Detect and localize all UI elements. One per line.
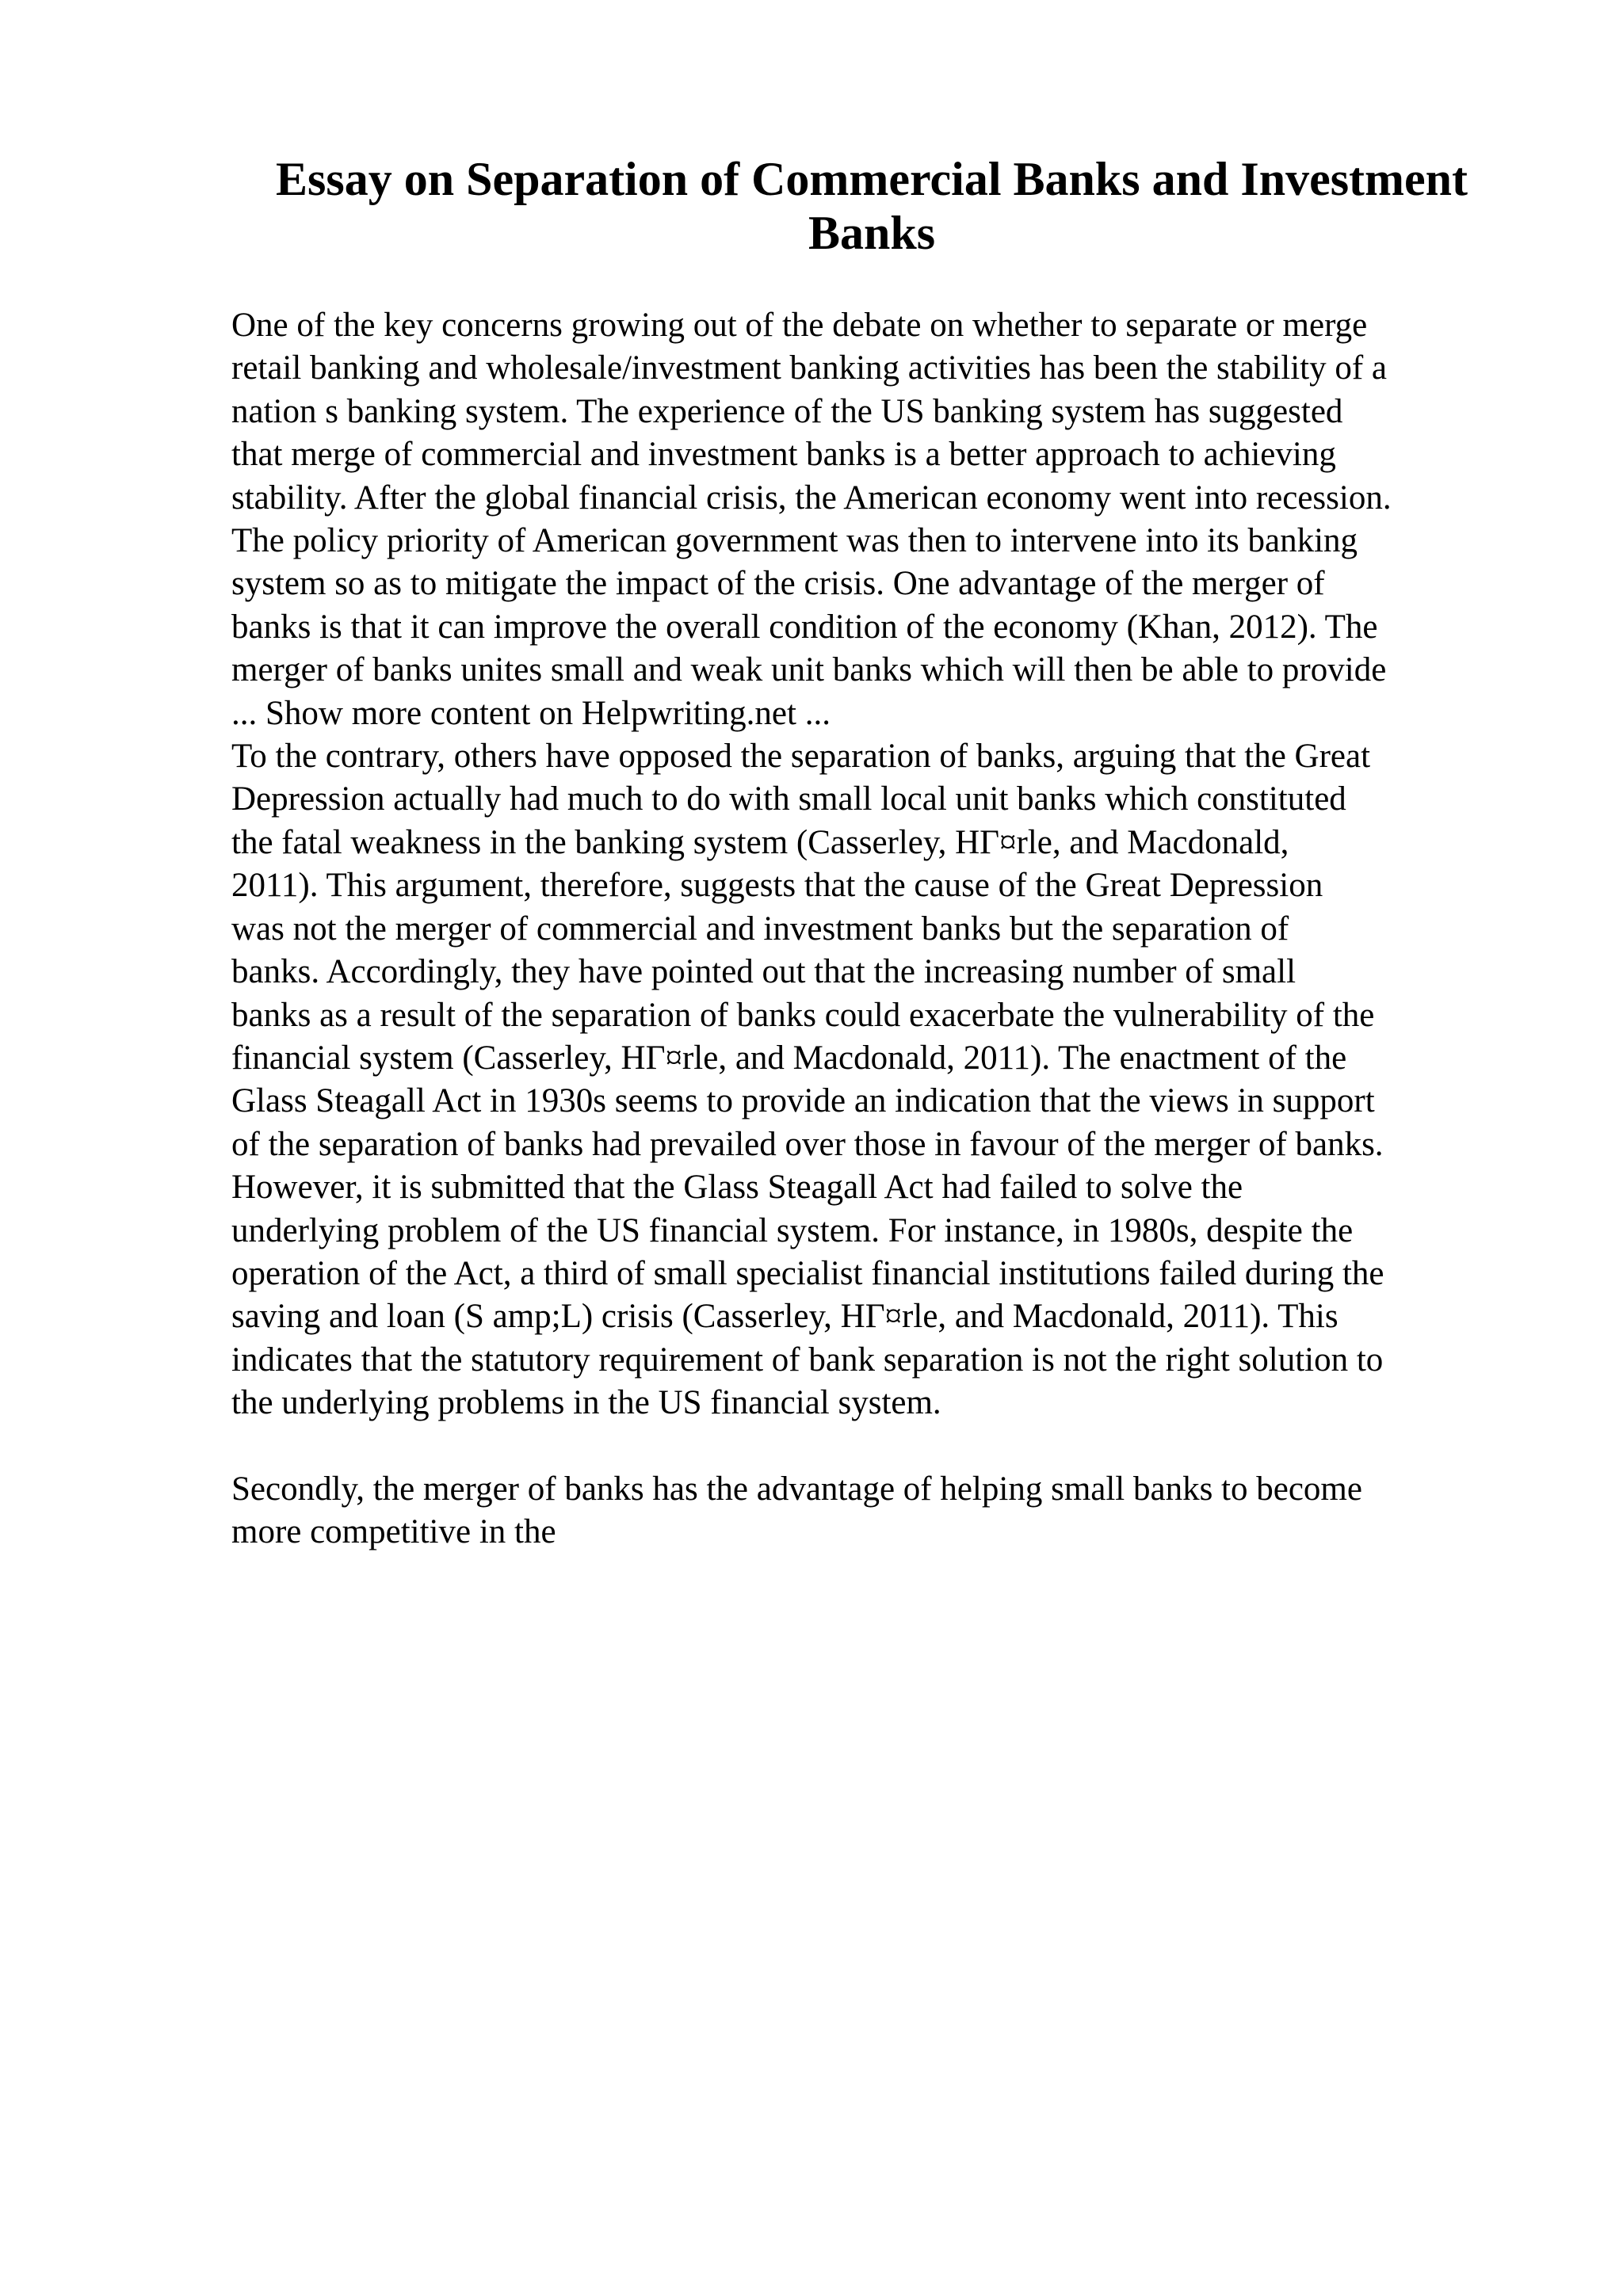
text-line: One of the key concerns growing out of the debate on whether to separate or merge	[231, 307, 1368, 344]
text-line: Secondly, the merger of banks has the advantage of helping small banks to become	[231, 1470, 1362, 1508]
text-line: Glass Steagall Act in 1930s seems to provide an indication that the views in support	[231, 1082, 1375, 1120]
paragraph-1	[231, 304, 1515, 735]
text-line: The policy priority of American government was then to intervene into its banking	[231, 522, 1358, 560]
text-line: indicates that the statutory requirement of bank separation is not the right solution to	[231, 1341, 1384, 1379]
text-line: merger of banks unites small and weak unit banks which will then be able to provide	[231, 651, 1387, 689]
text-line: To the contrary, others have opposed the separation of banks, arguing that the Great	[231, 738, 1371, 776]
paragraph-2	[231, 735, 1515, 1425]
text-line: financial system (Casserley, HΓ¤rle, and Macdonald, 2011). The enactment of the	[231, 1039, 1347, 1077]
text-line: banks as a result of the separation of banks could exacerbate the vulnerability of the	[231, 996, 1375, 1034]
show-more-content-link[interactable]: ... Show more content on Helpwriting.net ...	[231, 694, 831, 732]
text-line: banks is that it can improve the overall condition of the economy (Khan, 2012). The	[231, 608, 1378, 646]
text-line: 2011). This argument, therefore, suggests that the cause of the Great Depression	[231, 867, 1323, 905]
text-line: of the separation of banks had prevailed over those in favour of the merger of banks.	[231, 1125, 1384, 1163]
text-line: saving and loan (S amp;L) crisis (Casserley, HΓ¤rle, and Macdonald, 2011). This	[231, 1298, 1338, 1336]
paragraph-3	[231, 1468, 1515, 1554]
text-line: However, it is submitted that the Glass Steagall Act had failed to solve the	[231, 1169, 1243, 1207]
text-line: that merge of commercial and investment banks is a better approach to achieving	[231, 436, 1336, 474]
text-line: the fatal weakness in the banking system (Casserley, HΓ¤rle, and Macdonald,	[231, 823, 1289, 861]
text-line: banks. Accordingly, they have pointed out that the increasing number of small	[231, 953, 1296, 991]
text-line: underlying problem of the US financial system. For instance, in 1980s, despite the	[231, 1211, 1354, 1249]
text-line: operation of the Act, a third of small specialist financial institutions failed during the	[231, 1254, 1384, 1292]
text-line: more competitive in the	[231, 1513, 556, 1551]
text-line: system so as to mitigate the impact of the crisis. One advantage of the merger of	[231, 565, 1325, 603]
text-line: nation s banking system. The experience of the US banking system has suggested	[231, 392, 1343, 430]
text-line: was not the merger of commercial and investment banks but the separation of	[231, 910, 1289, 948]
document-title: Essay on Separation of Commercial Banks and Investment Banks	[275, 153, 1468, 259]
text-line: retail banking and wholesale/investment banking activities has been the stability of a	[231, 349, 1388, 387]
text-line: stability. After the global financial crisis, the American economy went into recession.	[231, 479, 1392, 517]
text-line: Depression actually had much to do with small local unit banks which constituted	[231, 780, 1346, 818]
text-line: the underlying problems in the US financial system.	[231, 1384, 941, 1422]
paragraph-spacer	[231, 1425, 1515, 1468]
document-body	[231, 304, 1515, 1554]
